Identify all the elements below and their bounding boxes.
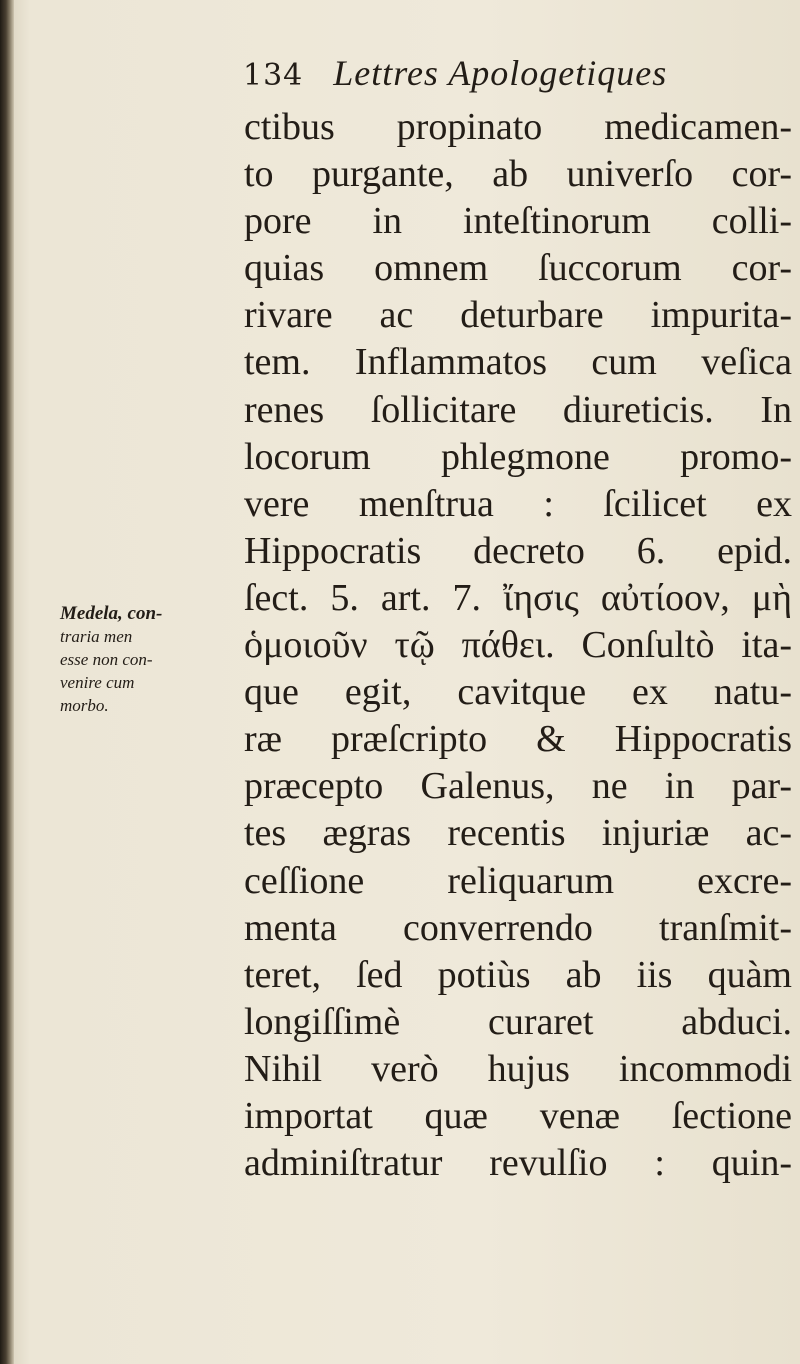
text-line: longiſſimè curaret abduci. [244, 1000, 792, 1043]
text-line: pore in inteſtinorum colli- [244, 200, 792, 243]
text-line: tem. Inflammatos cum veſica [244, 341, 792, 384]
text-line: quias omnem ſuccorum cor- [244, 247, 792, 290]
text-line: Nihil verò hujus incommodi [244, 1047, 792, 1090]
text-line: rivare ac deturbare impurita- [244, 294, 792, 337]
margin-note [60, 602, 238, 717]
body-text [244, 104, 792, 1187]
text-line: importat quæ venæ ſectione [244, 1094, 792, 1137]
text-line: ceſſione reliquarum excre- [244, 859, 792, 902]
running-title: Lettres Apologetiques [333, 53, 668, 93]
margin-note-line: venire cum [60, 673, 135, 692]
margin-note-line: morbo. [60, 696, 109, 715]
text-line: ſect. 5. art. 7. ἴησις αὐτίοον, μὴ [244, 576, 792, 619]
text-line: ὁμοιοῦν τῷ πάθει. Conſultò ita- [244, 624, 792, 667]
margin-note-line: traria men [60, 627, 133, 646]
text-line: teret, ſed potiùs ab iis quàm [244, 953, 792, 996]
text-line: renes ſollicitare diureticis. In [244, 388, 792, 431]
text-line: ctibus propinato medicamen- [244, 106, 792, 148]
text-line: menta converrendo tranſmit- [244, 906, 792, 949]
page-number: 134 [243, 58, 304, 93]
text-line: præcepto Galenus, ne in par- [244, 765, 792, 808]
text-line: adminiſtratur revulſio : quin- [244, 1142, 792, 1185]
margin-note-line: esse non con- [60, 650, 153, 669]
page-header [243, 52, 783, 98]
margin-note-line: Medela, con- [60, 603, 163, 624]
text-line: ræ præſcripto & Hippocratis [244, 718, 792, 761]
text-line: to purgante, ab univerſo cor- [244, 153, 792, 196]
text-line: Hippocratis decreto 6. epid. [244, 529, 792, 572]
text-line: vere menſtrua : ſcilicet ex [244, 482, 792, 525]
text-line: locorum phlegmone promo- [244, 435, 792, 478]
text-line: tes ægras recentis injuriæ ac- [244, 812, 792, 855]
text-line: que egit, cavitque ex natu- [244, 671, 792, 714]
page-binding-edge [0, 0, 14, 1364]
